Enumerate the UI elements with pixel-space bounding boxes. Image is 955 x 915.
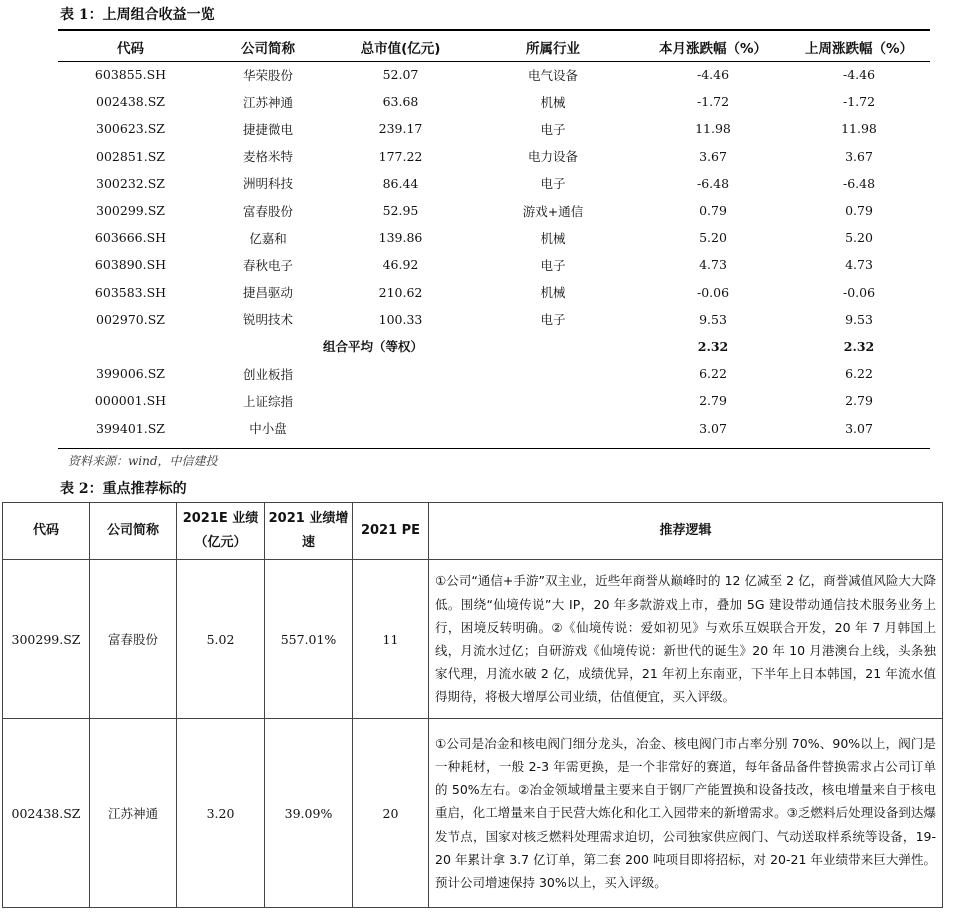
rec-name: 富春股份	[90, 560, 177, 719]
company-name: 富春股份	[242, 203, 293, 219]
market-cap: 63.68	[382, 94, 419, 110]
month-change: 9.53	[699, 311, 727, 327]
rec-name: 江苏神通	[90, 719, 177, 908]
week-change: -4.46	[842, 67, 876, 83]
index-row	[58, 387, 930, 414]
week-change: 9.53	[845, 311, 873, 327]
month-change: 2.79	[699, 393, 727, 409]
company-name: 亿嘉和	[249, 230, 287, 246]
month-change: 3.67	[699, 148, 727, 164]
empty-cell	[468, 414, 638, 441]
week-change: 5.20	[845, 230, 873, 246]
stock-code: 603890.SH	[94, 257, 167, 273]
table-row	[58, 197, 930, 224]
col-header-profit: 2021E 业绩（亿元）	[177, 503, 265, 560]
stock-code: 300232.SZ	[96, 175, 165, 191]
portfolio-average-row	[58, 333, 930, 360]
company-name: 锐明技术	[242, 312, 293, 328]
rec-growth: 557.01%	[265, 560, 353, 719]
market-cap: 52.95	[382, 203, 419, 219]
col-header-market-cap: 总市值(亿元)	[360, 40, 441, 57]
col-header-week-change: 上周涨跌幅（%）	[804, 40, 914, 57]
portfolio-returns-table	[58, 32, 930, 442]
empty-cell	[468, 360, 638, 387]
table2-header-row	[3, 503, 943, 560]
index-name: 上证综指	[242, 393, 293, 409]
market-cap: 139.86	[378, 230, 423, 246]
index-code: 399006.SZ	[96, 366, 165, 382]
market-cap: 177.22	[378, 148, 423, 164]
market-cap: 100.33	[378, 311, 423, 327]
industry: 游戏+通信	[522, 203, 584, 219]
table-row	[3, 560, 943, 719]
empty-cell	[468, 387, 638, 414]
company-name: 春秋电子	[242, 257, 293, 273]
col-header-name: 公司简称	[90, 503, 177, 560]
industry: 电子	[540, 257, 566, 273]
week-change: -0.06	[842, 284, 876, 300]
industry: 电气设备	[527, 67, 578, 83]
index-row	[58, 360, 930, 387]
month-change: -6.48	[696, 175, 730, 191]
market-cap: 52.07	[382, 67, 419, 83]
month-change: 0.79	[699, 203, 727, 219]
month-change: 5.20	[699, 230, 727, 246]
col-header-code: 代码	[3, 503, 90, 560]
month-change: 3.07	[699, 420, 727, 436]
rec-pe: 20	[353, 719, 429, 908]
industry: 机械	[540, 94, 566, 110]
company-name: 华荣股份	[242, 67, 293, 83]
month-change: 4.73	[699, 257, 727, 273]
col-header-industry: 所属行业	[526, 40, 580, 57]
week-change: -6.48	[842, 175, 876, 191]
company-name: 捷捷微电	[242, 121, 293, 137]
col-header-growth: 2021 业绩增速	[265, 503, 353, 560]
stock-code: 603666.SH	[94, 230, 167, 246]
industry: 电子	[540, 312, 566, 328]
average-month-change: 2.32	[697, 338, 729, 354]
table-row	[58, 279, 930, 306]
week-change: 11.98	[841, 121, 877, 137]
market-cap: 46.92	[382, 257, 419, 273]
average-label: 组合平均（等权）	[323, 339, 424, 355]
stock-code: 002851.SZ	[96, 148, 165, 164]
company-name: 麦格米特	[242, 149, 293, 165]
company-name: 洲明科技	[242, 176, 293, 192]
table-row	[3, 719, 943, 908]
data-source-note: 资料来源：wind，中信建投	[68, 454, 218, 468]
rec-profit: 5.02	[177, 560, 265, 719]
month-change: 6.22	[699, 366, 727, 382]
rec-logic: ①公司是冶金和核电阀门细分龙头，冶金、核电阀门市占率分别 70%、90%以上，阀门是一种耗材，一般 2-3 年需更换，是一个非常好的赛道，每年备品备件替换需求占公司订单的 50%左右。②冶金领域增量主要来自于钢厂产能置换和设备技改，核电增量来自于核电重启，化工增量来自于民营大炼化和化工入园带来的新增需求。③乏燃料后处理设备到达爆发节点，国家对核乏燃料处理需求迫切，公司独家供应阀门、气动送取样系统等设备，19-20 年累计拿 3.7 亿订单，第二套 200 吨项目即将招标，对 20-21 年业绩带来巨大弹性。预计公司增速保持 30%以上，买入评级。	[429, 719, 943, 908]
month-change: 11.98	[695, 121, 731, 137]
table1-bottom-rule	[58, 448, 930, 449]
industry: 机械	[540, 230, 566, 246]
table1-top-rule	[58, 29, 930, 31]
stock-code: 002438.SZ	[96, 94, 165, 110]
table2-title: 表 2：重点推荐标的	[60, 481, 187, 497]
stock-code: 603583.SH	[94, 284, 167, 300]
empty-cell	[333, 387, 468, 414]
week-change: 3.67	[845, 148, 873, 164]
market-cap: 210.62	[378, 284, 423, 300]
table-row	[58, 61, 930, 88]
empty-cell	[333, 360, 468, 387]
table-row	[58, 306, 930, 333]
index-code: 000001.SH	[94, 393, 167, 409]
company-name: 江苏神通	[242, 94, 293, 110]
table-row	[58, 251, 930, 278]
rec-profit: 3.20	[177, 719, 265, 908]
average-week-change: 2.32	[843, 338, 875, 354]
industry: 电子	[540, 176, 566, 192]
empty-cell	[333, 414, 468, 441]
table-row	[58, 170, 930, 197]
index-code: 399401.SZ	[96, 420, 165, 436]
col-header-name: 公司简称	[241, 40, 295, 57]
recommendations-table	[2, 502, 943, 908]
col-header-pe: 2021 PE	[353, 503, 429, 560]
stock-code: 002970.SZ	[96, 311, 165, 327]
week-change: -1.72	[842, 94, 876, 110]
market-cap: 86.44	[382, 175, 419, 191]
month-change: -1.72	[696, 94, 730, 110]
index-name: 中小盘	[249, 421, 287, 437]
table-row	[58, 224, 930, 251]
week-change: 3.07	[845, 420, 873, 436]
table-row	[58, 143, 930, 170]
col-header-code: 代码	[117, 40, 144, 57]
index-name: 创业板指	[242, 366, 293, 382]
week-change: 2.79	[845, 393, 873, 409]
month-change: -4.46	[696, 67, 730, 83]
col-header-month-change: 本月涨跌幅（%）	[658, 40, 768, 57]
market-cap: 239.17	[378, 121, 423, 137]
col-header-logic: 推荐逻辑	[429, 503, 943, 560]
rec-growth: 39.09%	[265, 719, 353, 908]
table-row	[58, 88, 930, 115]
stock-code: 300299.SZ	[96, 203, 165, 219]
rec-pe: 11	[353, 560, 429, 719]
industry: 机械	[540, 285, 566, 301]
week-change: 0.79	[845, 203, 873, 219]
rec-code: 002438.SZ	[3, 719, 90, 908]
month-change: -0.06	[696, 284, 730, 300]
table1-header-row	[58, 32, 930, 61]
index-row	[58, 414, 930, 441]
stock-code: 603855.SH	[94, 67, 167, 83]
week-change: 4.73	[845, 257, 873, 273]
rec-logic: ①公司“通信+手游”双主业，近些年商誉从巅峰时的 12 亿减至 2 亿，商誉减值风险大大降低。围绕“仙境传说”大 IP，20 年多款游戏上市，叠加 5G 建设带动通信技术服务业务上行，困境反转明确。②《仙境传说：爱如初见》与欢乐互娱联合开发，20 年 7 月韩国上线，月流水过亿；自研游戏《仙境传说：新世代的诞生》20 年 10 月港澳台上线，头条独家代理，月流水破 2 亿，成绩优异，21 年初上东南亚，下半年上日本韩国，21 年流水值得期待，将极大增厚公司业绩，估值便宜，买入评级。	[429, 560, 943, 719]
industry: 电力设备	[527, 149, 578, 165]
rec-code: 300299.SZ	[3, 560, 90, 719]
stock-code: 300623.SZ	[96, 121, 165, 137]
company-name: 捷昌驱动	[242, 285, 293, 301]
industry: 电子	[540, 121, 566, 137]
table1-title: 表 1：上周组合收益一览	[60, 7, 215, 23]
table-row	[58, 115, 930, 142]
week-change: 6.22	[845, 366, 873, 382]
